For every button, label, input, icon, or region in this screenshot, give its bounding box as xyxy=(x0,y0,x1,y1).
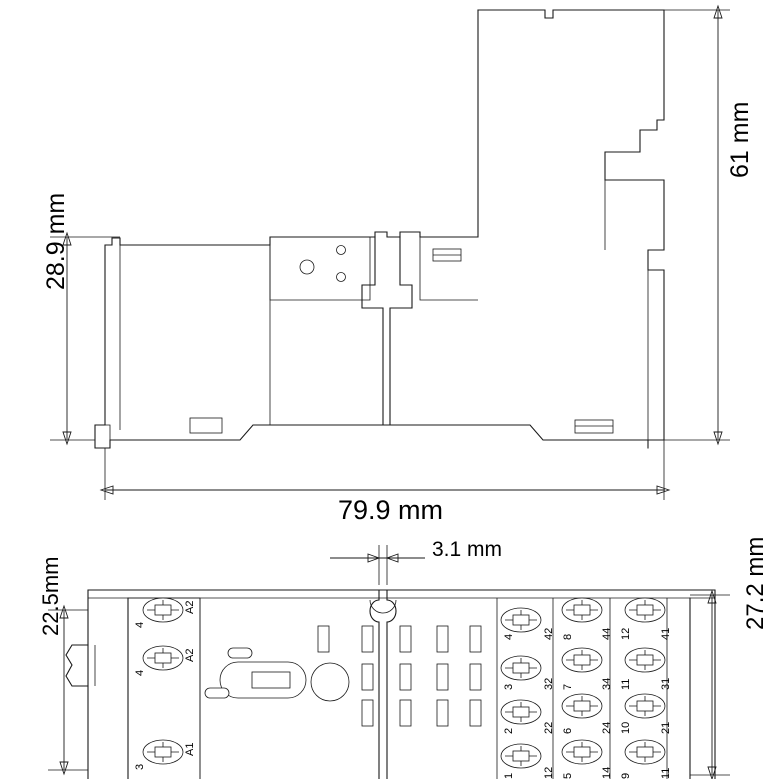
terminal-label-c1-sub: 42 xyxy=(543,627,555,640)
terminal-label-left-num-1: 4 xyxy=(134,621,146,628)
terminal-label-c1-r6: 12 xyxy=(543,766,555,779)
terminal-label-c3-r6: 11 xyxy=(660,767,672,779)
terminal-label-c3-r1: 11 xyxy=(620,678,632,690)
terminal-label-c1-r2: 32 xyxy=(543,677,555,690)
dimension-height-overall xyxy=(648,6,730,444)
terminal-label-c1-r4: 22 xyxy=(543,721,555,734)
terminal-label-c2-r1: 7 xyxy=(562,683,574,690)
dimension-label-height-overall: 61 mm xyxy=(726,101,754,178)
terminal-label-c2-r2: 34 xyxy=(601,677,613,690)
terminal-label-c3-r4: 21 xyxy=(660,721,672,734)
terminal-label-left-a1: A1 xyxy=(184,742,196,756)
dimension-label-height-body: 28.9 mm xyxy=(42,192,70,290)
top-view-outline xyxy=(66,590,715,779)
terminal-label-left-num-3: 3 xyxy=(134,763,146,770)
terminal-label-left-num-2: 4 xyxy=(134,669,146,676)
terminal-label-c2-sub: 44 xyxy=(601,627,613,640)
terminal-label-c2-r3: 6 xyxy=(562,727,574,734)
terminal-label-c1-top: 4 xyxy=(503,633,515,640)
terminal-label-left-a2-2: A2 xyxy=(184,648,196,662)
terminal-label-c2-r6: 14 xyxy=(601,766,613,779)
terminal-label-c1-r3: 2 xyxy=(503,727,515,734)
dimension-label-width-left: 22.5mm xyxy=(38,556,63,636)
terminal-label-c3-sub: 41 xyxy=(660,627,672,640)
dimension-label-length-overall: 79.9 mm xyxy=(338,495,444,525)
terminal-label-c3-r3: 10 xyxy=(620,721,632,734)
dimension-slot-width xyxy=(330,545,425,585)
terminal-label-c1-r1: 3 xyxy=(503,683,515,690)
terminal-label-c3-top: 12 xyxy=(620,627,632,640)
dimension-width-right xyxy=(690,591,730,779)
terminal-label-left-a2-1: A2 xyxy=(184,600,196,614)
terminal-label-c1-r5: 1 xyxy=(503,772,515,779)
terminal-label-c2-r5: 5 xyxy=(562,772,574,779)
side-view-outline xyxy=(95,10,664,448)
terminal-label-c3-r2: 31 xyxy=(660,677,672,690)
terminal-label-c2-top: 8 xyxy=(562,633,574,640)
terminal-label-c2-r4: 24 xyxy=(601,721,613,734)
terminal-label-c3-r5: 9 xyxy=(620,772,632,779)
right-terminal-screws xyxy=(501,598,665,768)
dimension-label-width-right: 27.2 mm xyxy=(742,536,769,630)
dimension-length-overall xyxy=(101,440,669,500)
dimension-label-slot-width: 3.1 mm xyxy=(432,538,503,561)
